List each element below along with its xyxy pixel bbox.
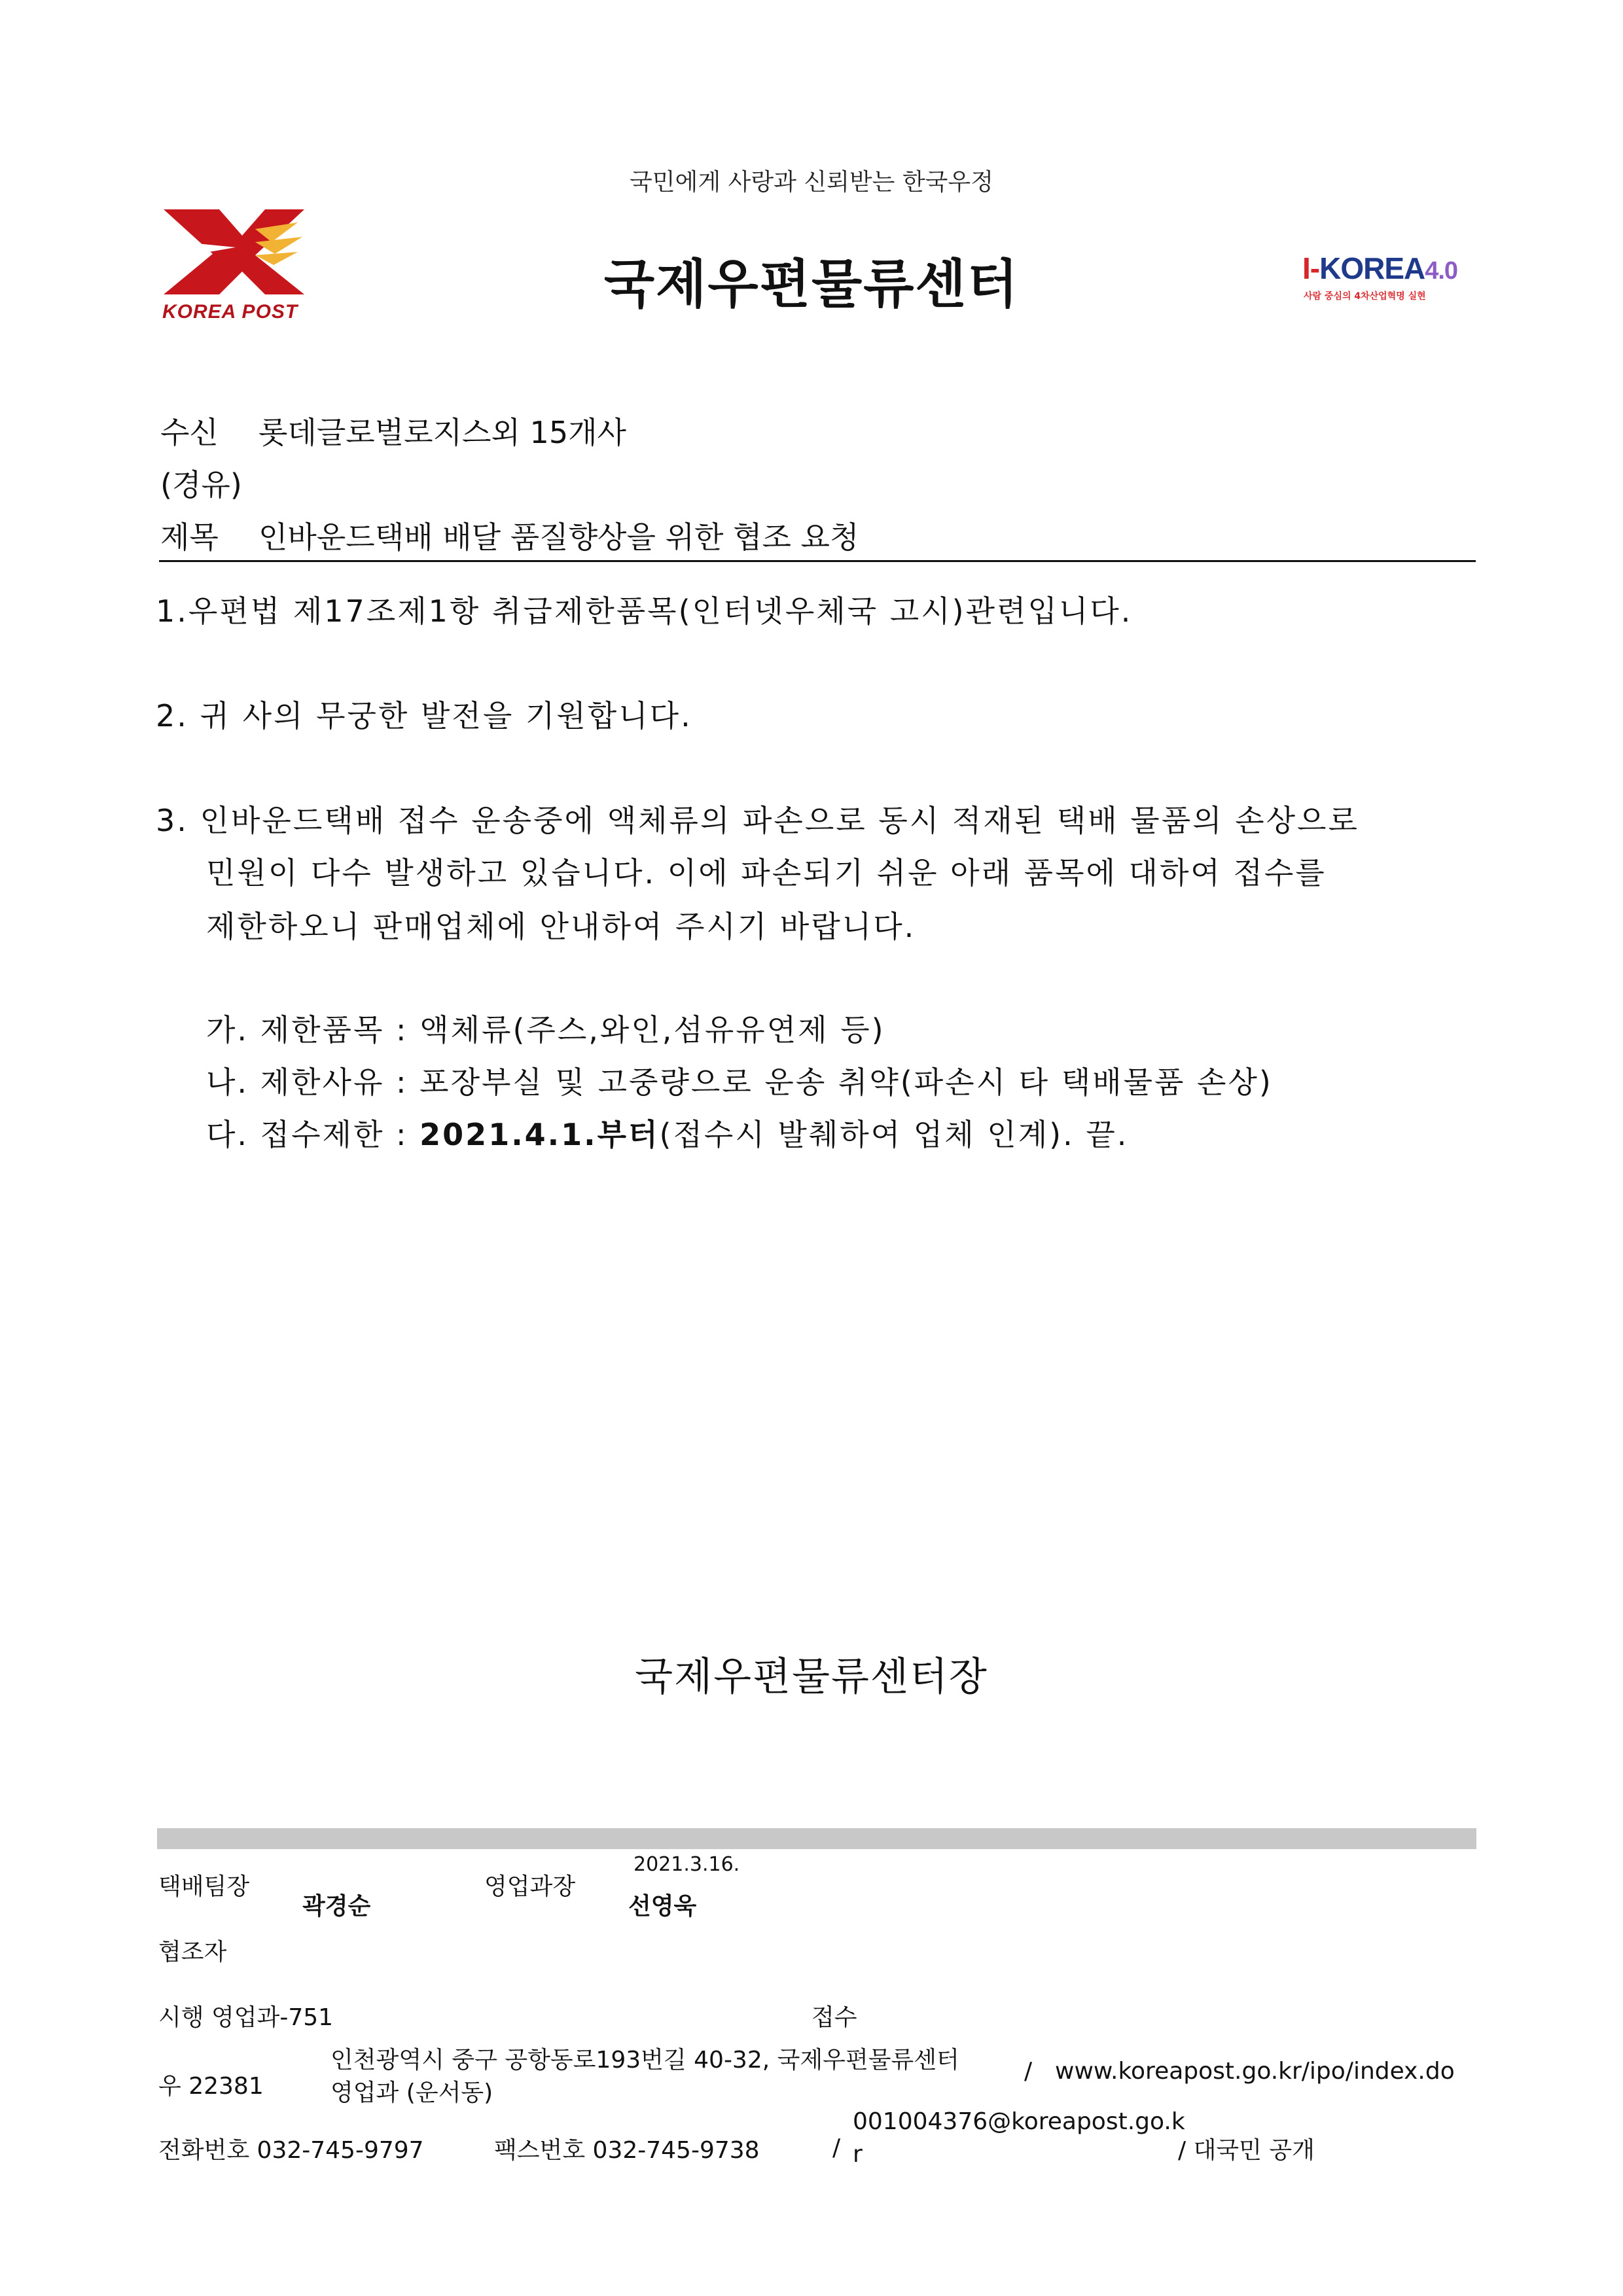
- section-chief-name: 선영욱: [628, 1893, 697, 1920]
- section-chief-label: 영업과장: [484, 1873, 576, 1900]
- page-title: 국제우편물류센터: [603, 254, 1020, 315]
- address-line-2: 영업과 (운서동): [330, 2079, 493, 2106]
- i-korea-logo-i: I-: [1302, 251, 1320, 285]
- phone-number: 전화번호 032-745-9797: [158, 2137, 424, 2164]
- paragraph-3-line-3: 제한하오니 판매업체에 안내하여 주시기 바랍니다.: [206, 909, 916, 944]
- team-lead-name: 곽경순: [302, 1893, 371, 1920]
- item-b: 나. 제한사유 : 포장부실 및 고중량으로 운송 취약(파손시 타 택배물품 손상): [206, 1065, 1273, 1100]
- header-divider: [159, 560, 1476, 562]
- paragraph-3-line-1: 3. 인바운드택배 접수 운송중에 액체류의 파손으로 동시 적재된 택배 물품의 손상으로: [156, 803, 1359, 838]
- korea-post-logo-text: KOREA POST: [162, 301, 298, 323]
- address-line-1: 인천광역시 중구 공항동로193번길 40-32, 국제우편물류센터: [330, 2047, 959, 2074]
- item-c-prefix: 다. 접수제한 :: [206, 1117, 420, 1152]
- team-lead-label: 택배팀장: [158, 1873, 250, 1900]
- i-korea-logo-version: 4.0: [1425, 257, 1458, 285]
- recipient-label: 수신: [160, 415, 219, 450]
- postal-code: 우 22381: [158, 2073, 264, 2100]
- item-c-date: 2021.4.1.부터: [419, 1117, 660, 1152]
- separator-slash-1: /: [1024, 2058, 1033, 2085]
- receipt-label: 접수: [812, 2004, 857, 2031]
- item-c: [206, 1111, 1128, 1154]
- approval-date: 2021.3.16.: [633, 1853, 740, 1876]
- via-label: (경유): [160, 467, 242, 503]
- website-link[interactable]: www.koreapost.go.kr/ipo/index.do: [1055, 2058, 1455, 2085]
- disclosure-status: / 대국민 공개: [1178, 2137, 1315, 2164]
- paragraph-3-line-2: 민원이 다수 발생하고 있습니다. 이에 파손되기 쉬운 아래 품목에 대하여 접수를: [206, 855, 1327, 891]
- cooperator-label: 협조자: [158, 1939, 227, 1966]
- subject-value: 인바운드택배 배달 품질향상을 위한 협조 요청: [259, 520, 859, 555]
- fax-number: 팩스번호 032-745-9738: [494, 2137, 760, 2164]
- paragraph-1: 1.우편법 제17조제1항 취급제한품목(인터넷우체국 고시)관련입니다.: [156, 593, 1133, 629]
- slogan: 국민에게 사랑과 신뢰받는 한국우정: [630, 169, 993, 196]
- separator-slash-2: /: [832, 2134, 841, 2161]
- execution-number: 시행 영업과-751: [158, 2004, 334, 2031]
- i-korea-logo-subtitle: 사람 중심의 4차산업혁명 실현: [1304, 291, 1426, 302]
- item-a: 가. 제한품목 : 액체류(주스,와인,섬유유연제 등): [206, 1012, 885, 1048]
- email-line-2[interactable]: r: [853, 2141, 863, 2168]
- sender-signature: 국제우편물류센터장: [635, 1654, 988, 1700]
- paragraph-2: 2. 귀 사의 무궁한 발전을 기원합니다.: [156, 698, 692, 733]
- recipient-value: 롯데글로벌로지스외 15개사: [259, 415, 626, 450]
- subject-label: 제목: [160, 520, 219, 555]
- footer-divider-bar: [157, 1828, 1476, 1849]
- i-korea-logo-korea: KOREA: [1319, 251, 1425, 285]
- i-korea-logo: [1302, 251, 1457, 286]
- item-c-suffix: (접수시 발췌하여 업체 인계). 끝.: [659, 1117, 1129, 1152]
- email-line-1[interactable]: 001004376@koreapost.go.k: [853, 2108, 1185, 2135]
